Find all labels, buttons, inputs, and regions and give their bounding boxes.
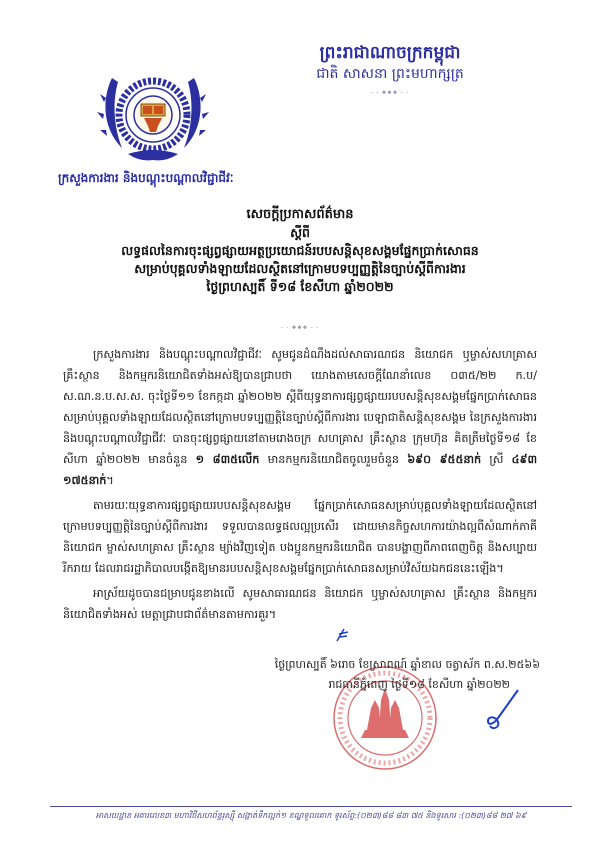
initial-mark-icon bbox=[335, 628, 349, 642]
title-ornament: - - ❖❖❖ - - bbox=[280, 325, 320, 331]
ministry-name: ក្រសួងការងារ និងបណ្តុះបណ្តាលវិជ្ជាជីវៈ bbox=[58, 171, 234, 185]
footer-divider bbox=[50, 806, 572, 807]
ministry-logo-icon bbox=[94, 68, 212, 166]
title-date: ថ្ងៃព្រហស្បតិ៍ ទី១៨ ខែសីហា ឆ្នាំ២០២២ bbox=[206, 279, 394, 294]
title-line-2: ស្តីពី bbox=[290, 225, 310, 240]
title-line-1: សេចក្តីប្រកាសព័ត៌មាន bbox=[246, 207, 354, 222]
kingdom-header bbox=[280, 42, 500, 96]
kingdom-name: ព្រះរាជាណាចក្រកម្ពុជា bbox=[319, 43, 461, 63]
closing-dates bbox=[200, 655, 540, 695]
workers-count: ៦៩០ ៩៥៥នាក់ bbox=[407, 453, 482, 466]
footer-address: អាសយដ្ឋាន អគារលេខ៣ មហាវិថីសហព័ន្ធរុស្ស៊ី សង្កាត់ទឹកល្អក់១ ខណ្ឌទួលគោក ទូរស័ព្ទ:(០២៣)៨៨ ៨៣ ៧៥ និងទូរសារ :(០២៣)៨៨ ២៧ ៦៩ bbox=[95, 811, 527, 820]
sessions-count: ១ ៨៣៥លើក bbox=[195, 453, 260, 466]
place-and-date: រាជធានីភ្នំពេញ ថ្ងៃទី១៨ ខែសីហា ឆ្នាំ២០២២ bbox=[328, 678, 510, 691]
paragraph-1: ក្រសួងការងារ និងបណ្តុះបណ្តាលវិជ្ជាជីវៈ សូមជូនដំណឹងដល់សាធារណជន និយោជក ឬម្ចាស់សហគ្រាស គ្រឹះស្ថាន និងកម្មករនិយោជិតទាំងអស់ឱ្យបានជ្រាបថា យោងតាមសេចក្តីណែនាំលេខ ០៣៥/២២ ក.ប/ស.ណ.ន.ប.ស.ស. ចុះថ្ងៃទី១១ ខែកក្កដា ឆ្នាំ២០២២ ស្តីពីយុទ្ធនាការផ្សព្វផ្សាយរបបសន្តិសុខសង្គមផ្នែកប្រាក់សោធន សម្រាប់បុគ្គលទាំងឡាយដែលស្ថិតនៅក្រោមបទប្បញ្ញត្តិនៃច្បាប់ស្តីពីការងារ បេឡាជាតិសន្តិសុខសង្គម នៃក្រសួងការងារ និងបណ្តុះបណ្តាលវិជ្ជាជីវៈ បានចុះផ្សព្វផ្សាយនៅតាមរោងចក្រ សហគ្រាស គ្រឹះស្ថាន ក្រុមហ៊ុន គិតត្រឹមថ្ងៃទី១៨ ខែសីហា ឆ្នាំ២០២២ មានចំនួន ១ ៨៣៥លើក មានកម្មករនិយោជិតចូលរួមចំនួន ៦៩០ ៩៥៥នាក់ ស្រី ៤៩៣ ១៧៥នាក់។ bbox=[63, 348, 538, 487]
paragraph-2: តាមរយៈយុទ្ធនាការផ្សព្វផ្សាយរបបសន្តិសុខសង្គម ផ្នែកប្រាក់សោធនសម្រាប់បុគ្គលទាំងឡាយដែលស្ថិតនៅក្រោមបទប្បញ្ញត្តិនៃច្បាប់ស្តីពីការងារ ទទួលបានលទ្ធផលល្អប្រសើរ ដោយមានកិច្ចសហការយ៉ាងល្អពីសំណាក់ភាគីនិយោជក ម្ចាស់សហគ្រាស គ្រឹះស្ថាន ម្យ៉ាងវិញទៀត បងប្អូនកម្មករនិយោជិត បានបង្ហាញពីភាពពេញចិត្ត និងសប្បាយរីករាយ ដែលរាជរដ្ឋាភិបាលបង្កើតឱ្យមានរបបសន្តិសុខសង្គមផ្នែកប្រាក់សោធនសម្រាប់វិស័យឯកជននេះឡើង។ bbox=[63, 499, 537, 575]
female-workers-count: ៤៩៣ ១៧៥នាក់ bbox=[63, 453, 538, 487]
lunar-date: ថ្ងៃព្រហស្បតិ៍ ៦រោច ខែស្រាពណ៍ ឆ្នាំខាល ចត្វាស័ក ព.ស.២៥៦៦ bbox=[274, 658, 540, 671]
document-title bbox=[60, 206, 540, 296]
header-ornament: - - ❖❖❖ - - bbox=[370, 90, 410, 96]
paragraph-3: អាស្រ័យដូចបានជម្រាបជូនខាងលើ សូមសាធារណជន និយោជក ឬម្ចាស់សហគ្រាស គ្រឹះស្ថាន និងកម្មករនិយោជិតទាំងអស់ មេត្តាជ្រាបជាព័ត៌មានតាមការគួរ។ bbox=[63, 587, 537, 621]
title-line-3: លទ្ធផលនៃការចុះផ្សព្វផ្សាយអត្ថប្រយោជន៍របបសន្តិសុខសង្គមផ្នែកប្រាក់សោធន bbox=[121, 243, 479, 258]
national-motto: ជាតិ សាសនា ព្រះមហាក្សត្រ bbox=[316, 66, 464, 82]
document-body bbox=[63, 344, 537, 629]
title-line-4: សម្រាប់បុគ្គលទាំងឡាយដែលស្ថិតនៅក្រោមបទប្បញ្ញត្តិនៃច្បាប់ស្តីពីការងារ bbox=[134, 261, 466, 276]
